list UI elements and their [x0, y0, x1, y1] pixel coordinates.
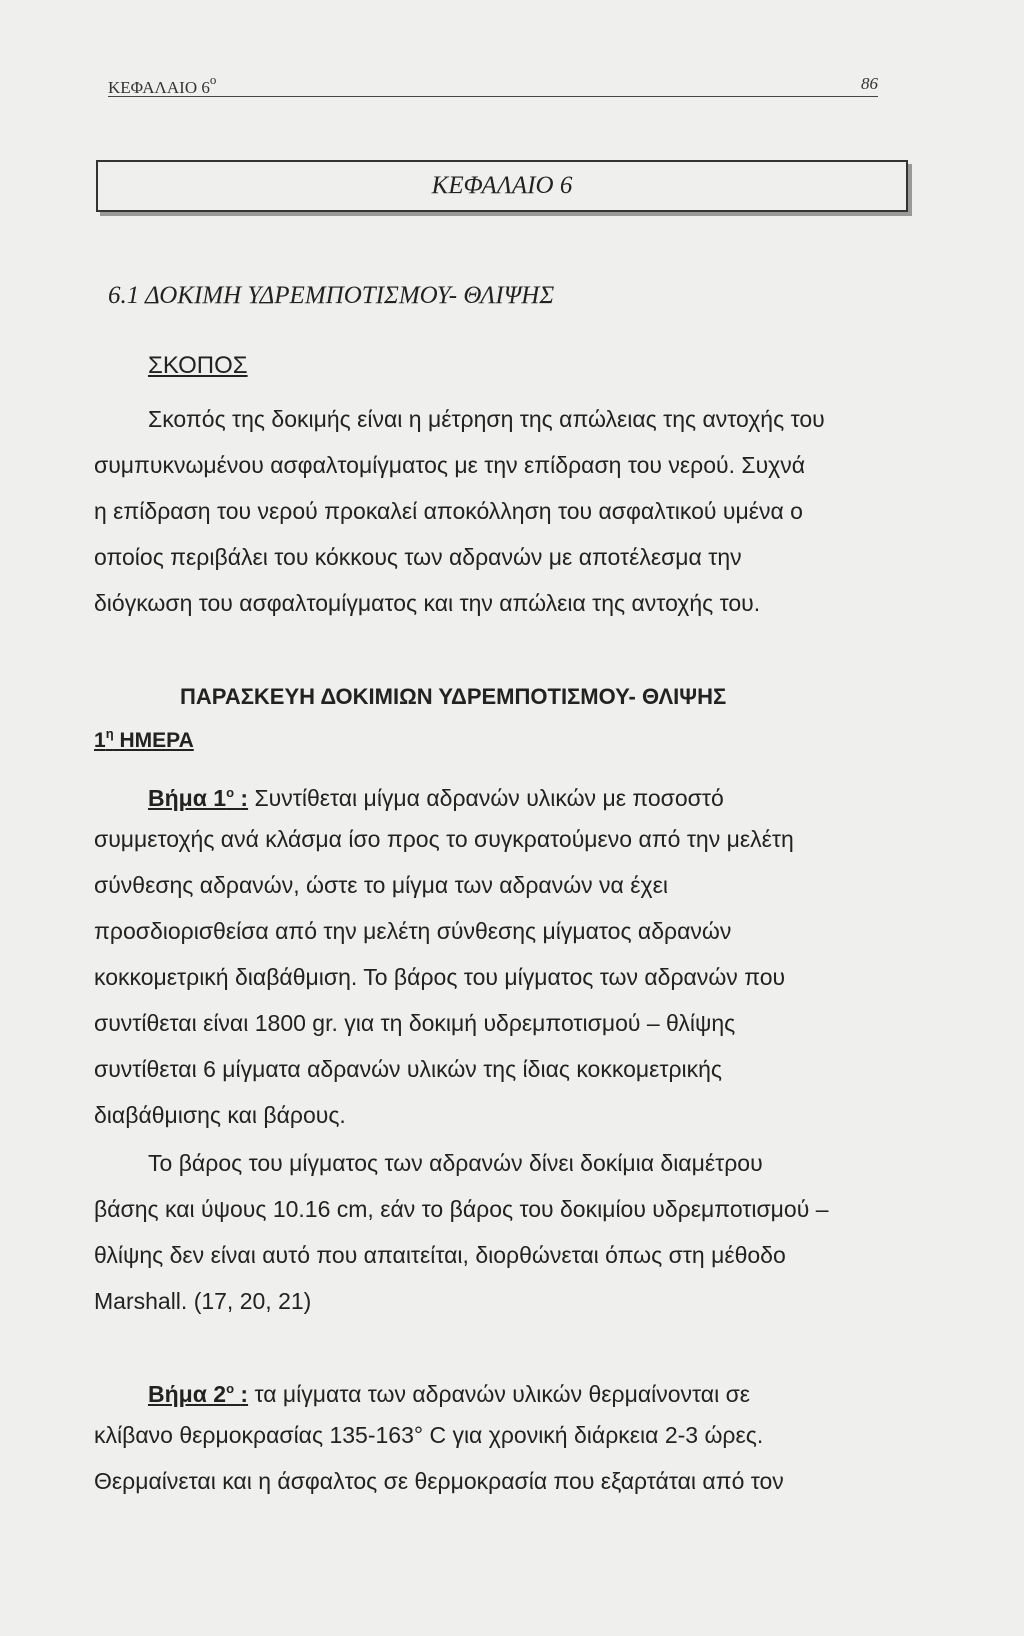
weight-line: Το βάρος του μίγματος των αδρανών δίνει δοκίμια διαμέτρου: [148, 1150, 763, 1176]
step-1-first-line: [148, 770, 858, 821]
purpose-paragraph-cont: [94, 442, 858, 626]
step-1-line: σύνθεσης αδρανών, ώστε το μίγμα των αδρανών να έχει: [94, 872, 668, 898]
weight-paragraph: [148, 1140, 858, 1186]
page-number: 86: [861, 74, 878, 93]
weight-line: Marshall. (17, 20, 21): [94, 1288, 312, 1314]
step-2-first-line: [148, 1366, 858, 1417]
step-1-label: Βήμα $1^o$ :: [148, 785, 249, 811]
step-1-line: συμμετοχής ανά κλάσμα ίσο προς το συγκρατούμενο από την μελέτη: [94, 826, 794, 852]
preparation-heading: ΠΑΡΑΣΚΕΥΗ ΔΟΚΙΜΙΩΝ ΥΔΡΕΜΠΟΤΙΣΜΟΥ- ΘΛΙΨΗΣ: [180, 684, 727, 709]
purpose-line: συμπυκνωμένου ασφαλτομίγματος με την επίδραση του νερού. Συχνά: [94, 452, 806, 478]
step-2-line: κλίβανο θερμοκρασίας 135-163° C για χρονική διάρκεια 2-3 ώρες.: [94, 1422, 764, 1448]
chapter-title-box: [96, 160, 908, 212]
step-1-line: διαβάθμισης και βάρους.: [94, 1102, 346, 1128]
purpose-heading: ΣΚΟΠΟΣ: [148, 352, 248, 379]
step-1-line: κοκκομετρική διαβάθμιση. Το βάρος του μίγματος των αδρανών που: [94, 964, 786, 990]
page-header: [108, 66, 878, 97]
purpose-line: διόγκωση του ασφαλτομίγματος και την απώλεια της αντοχής του.: [94, 590, 761, 616]
chapter-title: ΚΕΦΑΛΑΙΟ 6: [431, 172, 573, 199]
weight-paragraph-cont: [94, 1186, 858, 1324]
step-1-text: Συντίθεται μίγμα αδρανών υλικών με ποσοστό: [254, 785, 724, 811]
weight-line: θλίψης δεν είναι αυτό που απαιτείται, διορθώνεται όπως στη μέθοδο: [94, 1242, 786, 1268]
day-heading: $1^\eta$ ΗΜΕΡΑ: [94, 726, 194, 752]
purpose-line: η επίδραση του νερού προκαλεί αποκόλληση του ασφαλτικού υμένα ο: [94, 498, 803, 524]
step-1-line: συντίθεται 6 μίγματα αδρανών υλικών της ίδιας κοκκομετρικής: [94, 1056, 723, 1082]
header-chapter: ΚΕΦΑΛΑΙΟ $6^o$: [108, 72, 217, 97]
step-1-line: προσδιορισθείσα από την μελέτη σύνθεσης μίγματος αδρανών: [94, 918, 732, 944]
purpose-paragraph: [148, 396, 858, 442]
step-1-line: συντίθεται είναι 1800 gr. για τη δοκιμή υδρεμποτισμού – θλίψης: [94, 1010, 736, 1036]
step-2-paragraph: [94, 1412, 858, 1504]
weight-line: βάσης και ύψους 10.16 cm, εάν το βάρος του δοκιμίου υδρεμποτισμού –: [94, 1196, 829, 1222]
step-1-paragraph: [94, 816, 858, 1138]
step-2-label: Βήμα $2^o$ :: [148, 1381, 249, 1407]
purpose-line: Σκοπός της δοκιμής είναι η μέτρηση της απώλειας της αντοχής του: [148, 406, 825, 432]
purpose-line: οποίος περιβάλει του κόκκους των αδρανών με αποτέλεσμα την: [94, 544, 742, 570]
section-title: 6.1 ΔΟΚΙΜΗ ΥΔΡΕΜΠΟΤΙΣΜΟΥ- ΘΛΙΨΗΣ: [108, 282, 555, 309]
step-2-text: τα μίγματα των αδρανών υλικών θερμαίνονται σε: [254, 1381, 751, 1407]
step-2-line: Θερμαίνεται και η άσφαλτος σε θερμοκρασία που εξαρτάται από τον: [94, 1468, 784, 1494]
